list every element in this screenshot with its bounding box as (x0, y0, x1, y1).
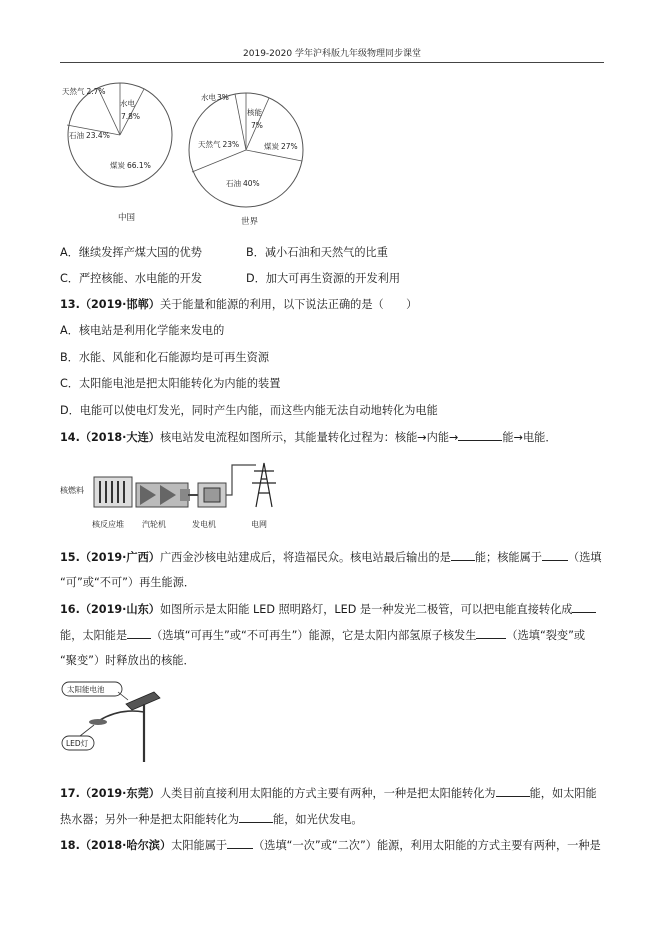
q16-source: （2019·山东） (79, 603, 160, 616)
world-gas-label: 天然气 23% (198, 140, 240, 149)
q14-source: （2018·大连） (79, 431, 160, 444)
world-caption: 世界 (241, 217, 259, 227)
world-oil-label: 石油 40% (226, 179, 260, 188)
q16-blank-3[interactable] (476, 627, 506, 639)
q16-number: 16. (60, 603, 80, 616)
world-nuclear-label: 核能 (247, 108, 262, 117)
q13-stem (60, 297, 417, 313)
q17-stem-b: 能，如太阳能 (529, 787, 597, 800)
generator-icon (198, 483, 226, 507)
lamp-arm (100, 711, 144, 720)
q15-blank-2[interactable] (542, 549, 568, 561)
q15-source: （2019·广西） (79, 551, 160, 564)
solar-lamp-figure (60, 678, 170, 763)
q15-stem-a: 广西金沙核电站建成后，将造福民众。核电站最后输出的是 (159, 551, 451, 564)
q17-line2 (60, 811, 363, 828)
world-nuclear-value: 7% (251, 121, 263, 130)
q15-stem (60, 549, 602, 566)
china-hydro-label: 水电 (120, 99, 135, 108)
grid-label: 电网 (251, 520, 267, 529)
q16-line3: “聚变”）时释放出的核能． (60, 654, 195, 667)
q13-option-b: B．水能、风能和化石能源均是可再生资源 (60, 351, 270, 364)
q15-stem-b: 能；核能属于 (474, 551, 542, 564)
q12-option-c: C．严控核能、水电能的开发 (60, 272, 203, 285)
q17-line2-a: 热水器；另外一种是把太阳能转化为 (60, 813, 240, 826)
header-rule (60, 62, 604, 63)
q16-stem-a: 如图所示是太阳能 LED 照明路灯，LED 是一种发光二极管，可以把电能直接转化成 (159, 603, 573, 616)
q15-number: 15. (60, 551, 80, 564)
china-hydro-value: 7.8% (121, 112, 141, 121)
china-gas-label: 天然气 2.7% (62, 87, 106, 96)
q14-stem (60, 429, 557, 446)
china-caption: 中国 (118, 213, 136, 223)
q17-line2-b: 能，如光伏发电。 (273, 813, 363, 826)
world-coal-label: 煤炭 27% (264, 142, 298, 151)
q16-line2 (60, 627, 585, 644)
reactor-icon (94, 477, 132, 507)
q16-blank-2[interactable] (127, 627, 151, 639)
svg-text:太阳能电池: 太阳能电池 (67, 685, 105, 694)
q18-blank[interactable] (227, 837, 253, 849)
q13-stem-text: 关于能量和能源的利用，以下说法正确的是（ ） (159, 298, 418, 311)
q17-stem-a: 人类目前直接利用太阳能的方式主要有两种，一种是把太阳能转化为 (159, 787, 496, 800)
pie-world (189, 92, 303, 227)
q17-number: 17. (60, 787, 80, 800)
q16-stem (60, 601, 596, 618)
pie-china (62, 83, 172, 223)
q17-stem (60, 785, 597, 802)
svg-text:LED灯: LED灯 (66, 739, 89, 748)
q15-stem-c: （选填 (568, 551, 602, 564)
q12-option-b: B．减小石油和天然气的比重 (246, 246, 388, 259)
q16-line2-a: 能，太阳能是 (60, 629, 128, 642)
turbine-icon (136, 483, 190, 507)
q18-stem-b: （选填“一次”或“二次”）能源，利用太阳能的方式主要有两种，一种是 (253, 839, 601, 852)
q15-blank-1[interactable] (451, 549, 475, 561)
header-title: 2019-2020 学年沪科版九年级物理同步课堂 (243, 49, 421, 59)
q17-blank-1[interactable] (496, 785, 530, 797)
nuclear-plant-figure (60, 455, 300, 535)
q14-blank[interactable] (458, 429, 502, 441)
q16-blank-1[interactable] (572, 601, 596, 613)
q14-stem-a: 核电站发电流程如图所示，其能量转化过程为：核能→内能→ (159, 431, 459, 444)
q18-stem-a: 太阳能属于 (171, 839, 228, 852)
energy-pie-figure (60, 78, 320, 233)
china-oil-label: 石油 23.4% (69, 131, 110, 140)
world-hydro-label: 水电3% (201, 93, 229, 102)
q13-option-c: C．太阳能电池是把太阳能转化为内能的装置 (60, 377, 281, 390)
generator-label: 发电机 (192, 520, 216, 529)
q18-number: 18. (60, 839, 80, 852)
q16-line2-c: （选填“裂变”或 (506, 629, 586, 642)
q16-line2-b: （选填“可再生”或“不可再生”）能源，它是太阳内部氢原子核发生 (151, 629, 477, 642)
lamp-head-icon (89, 719, 107, 725)
q13-source: （2019·邯郸） (79, 298, 160, 311)
fuel-label: 核燃料 (60, 486, 84, 495)
q12-option-d: D．加大可再生资源的开发利用 (246, 272, 401, 285)
q15-line2: “可”或“不可”）再生能源． (60, 576, 196, 589)
china-coal-label: 煤炭 66.1% (110, 161, 151, 170)
solar-panel-callout (62, 682, 128, 700)
q13-option-a: A．核电站是利用化学能来发电的 (60, 324, 225, 337)
led-lamp-callout (62, 725, 94, 750)
q12-option-a: A．继续发挥产煤大国的优势 (60, 246, 202, 259)
q17-blank-2[interactable] (239, 811, 273, 823)
turbine-label: 汽轮机 (142, 520, 166, 529)
power-tower-icon (252, 463, 276, 507)
q18-stem (60, 837, 601, 854)
q14-stem-b: 能→电能． (502, 431, 557, 444)
q13-option-d: D．电能可以使电灯发光，同时产生内能，而这些内能无法自动地转化为电能 (60, 404, 438, 417)
q14-number: 14. (60, 431, 80, 444)
q18-source: （2018·哈尔滨） (79, 839, 172, 852)
reactor-label: 核反应堆 (92, 520, 124, 529)
q17-source: （2019·东莞） (79, 787, 160, 800)
q13-number: 13. (60, 298, 80, 311)
